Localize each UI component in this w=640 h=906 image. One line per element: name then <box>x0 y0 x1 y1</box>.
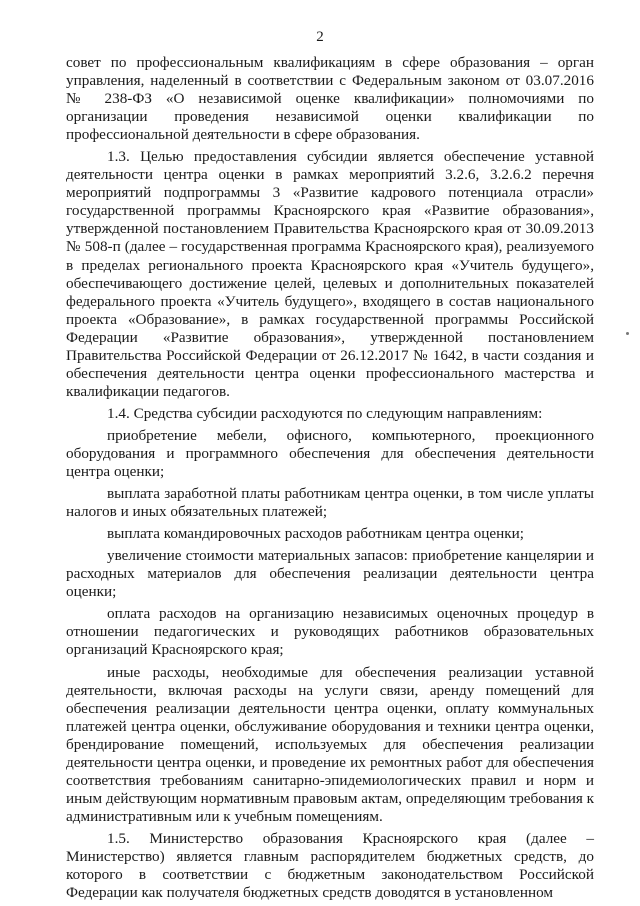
paragraph-1-4-subsidy-use: 1.4. Средства субсидии расходуются по следующим направлениям: <box>107 404 543 422</box>
list-item-salary: выплата заработной платы работникам центра оценки, в том числе уплаты налогов и иных обязательных платежей; <box>66 485 594 521</box>
paragraph-1-3-subsidy-purpose: 1.3. Целью предоставления субсидии является обеспечение уставной деятельности центра оценки в рамках мероприятий 3.2.6, 3.2.6.2 перечня мероприятий подпрограммы 3 «Развитие кадрового потенциала отрасли» государственной программы Красноярского края «Развитие образования», утвержденной постановлением Правительства Красноярского края от 30.09.2013 № 508-п (далее – государственная программа Красноярского края), реализуемого в пределах регионального проекта Красноярского края «Учитель будущего», обеспечивающего достижение целей, целевых и дополнительных показателей федерального проекта «Учитель будущего», входящего в состав национального проекта «Образование», в рамках государственной программы Российской Федерации «Развитие образования», утвержденной постановлением Правительства Российской Федерации от 26.12.2017 № 1642, в части создания и обеспечения деятельности центра оценки профессионального мастерства и квалификации педагогов. <box>66 148 594 400</box>
list-item-materials: увеличение стоимости материальных запасов: приобретение канцелярии и расходных материалов для обеспечения реализации деятельности центра оценки; <box>66 547 594 601</box>
document-body <box>66 54 594 906</box>
list-item-assessment-procedures: оплата расходов на организацию независимых оценочных процедур в отношении педагогических и руководящих работников образовательных организаций Красноярского края; <box>66 605 594 659</box>
page-number: 2 <box>316 29 324 45</box>
paragraph-1-5-ministry: 1.5. Министерство образования Красноярского края (далее – Министерство) является главным распорядителем бюджетных средств, до которого в соответствии с бюджетным законодательством Российской Федерации как получателя бюджетных средств доводятся в установленном <box>66 829 594 902</box>
paragraph-continuation: совет по профессиональным квалификациям в сфере образования – орган управления, наделенный в соответствии с Федеральным законом от 03.07.2016 № 238-ФЗ «О независимой оценке квалификации» полномочиями по организации проведения независимой оценки квалификации по профессиональной деятельности в сфере образования. <box>66 54 594 144</box>
list-item-other-expenses: иные расходы, необходимые для обеспечения реализации уставной деятельности, включая расходы на услуги связи, аренду помещений для обеспечения реализации деятельности центра оценки, оплату коммунальных платежей центра оценки, обслуживание оборудования и техники центра оценки, брендирование помещений, используемых для обеспечения реализации деятельности центра оценки, и проведение их ремонтных работ для обеспечения соответствия требованиям санитарно-эпидемиологических правил и норм и иным действующим нормативным правовым актам, определяющим требования к административным или к учебным помещениям. <box>66 663 594 825</box>
list-item-travel-expenses: выплата командировочных расходов работникам центра оценки; <box>107 525 524 543</box>
list-item-equipment: приобретение мебели, офисного, компьютерного, проекционного оборудования и программного обеспечения для обеспечения деятельности центра оценки; <box>66 426 594 481</box>
scan-dot <box>626 332 629 335</box>
